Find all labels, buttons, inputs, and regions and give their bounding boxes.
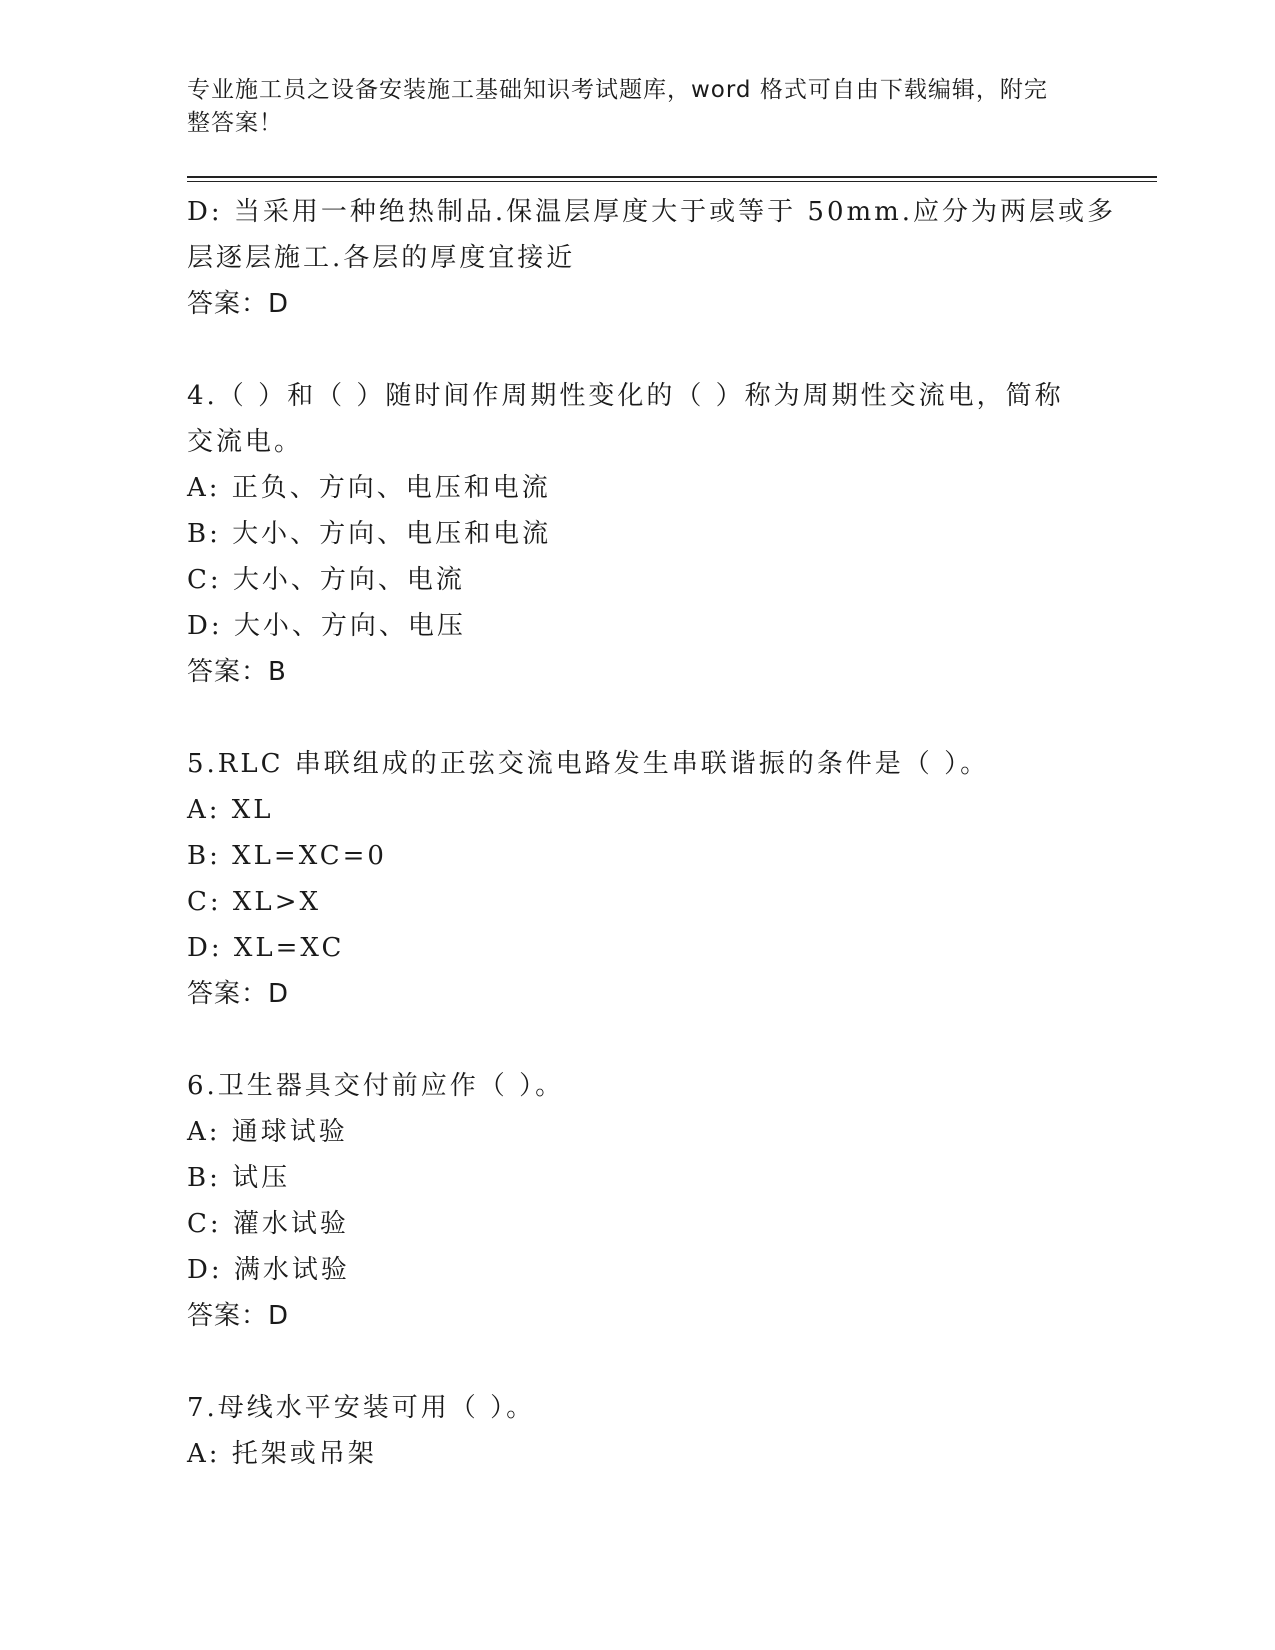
spacer <box>187 695 1087 741</box>
question-6 <box>187 1063 1087 1339</box>
header-line-1: 专业施工员之设备安装施工基础知识考试题库，word 格式可自由下载编辑，附完 <box>187 77 1048 103</box>
option-b: B: 试压 <box>187 1163 291 1193</box>
spacer <box>187 327 1087 373</box>
spacer <box>187 1017 1087 1063</box>
option-c: C: 大小、方向、电流 <box>187 565 465 595</box>
option-c: C: XL>X <box>187 887 321 917</box>
option-c: C: 灌水试验 <box>187 1209 349 1239</box>
option-d: D: 当采用一种绝热制品.保温层厚度大于或等于 50mm.应分为两层或多 <box>187 197 1117 227</box>
question-stem: 4.（ ）和（ ）随时间作周期性变化的（ ）称为周期性交流电，简称 <box>187 381 1064 411</box>
option-a: A: 正负、方向、电压和电流 <box>187 473 551 503</box>
question-5 <box>187 741 1087 1017</box>
answer-line: 答案：B <box>187 657 287 687</box>
option-d: D: XL=XC <box>187 933 345 963</box>
answer-line: 答案：D <box>187 289 290 319</box>
page-header <box>187 74 1087 140</box>
question-stem: 5.RLC 串联组成的正弦交流电路发生串联谐振的条件是（ ）。 <box>187 749 990 779</box>
header-divider <box>187 176 1157 182</box>
answer-line: 答案：D <box>187 979 290 1009</box>
question-3-tail <box>187 189 1117 327</box>
option-d-continued: 层逐层施工.各层的厚度宜接近 <box>187 243 576 273</box>
option-b: B: 大小、方向、电压和电流 <box>187 519 552 549</box>
header-line-2: 整答案！ <box>187 110 283 136</box>
spacer <box>187 1339 1087 1385</box>
option-d: D: 大小、方向、电压 <box>187 611 466 641</box>
question-stem: 7.母线水平安装可用（ ）。 <box>187 1393 536 1423</box>
option-a: A: 托架或吊架 <box>187 1439 377 1469</box>
option-a: A: XL <box>187 795 274 825</box>
option-b: B: XL=XC=0 <box>187 841 387 871</box>
answer-line: 答案：D <box>187 1301 290 1331</box>
question-7 <box>187 1385 1087 1477</box>
question-body <box>187 189 1117 1477</box>
question-4 <box>187 373 1087 695</box>
option-a: A: 通球试验 <box>187 1117 348 1147</box>
question-stem-continued: 交流电。 <box>187 427 304 457</box>
question-stem: 6.卫生器具交付前应作（ ）。 <box>187 1071 565 1101</box>
option-d: D: 满水试验 <box>187 1255 350 1285</box>
